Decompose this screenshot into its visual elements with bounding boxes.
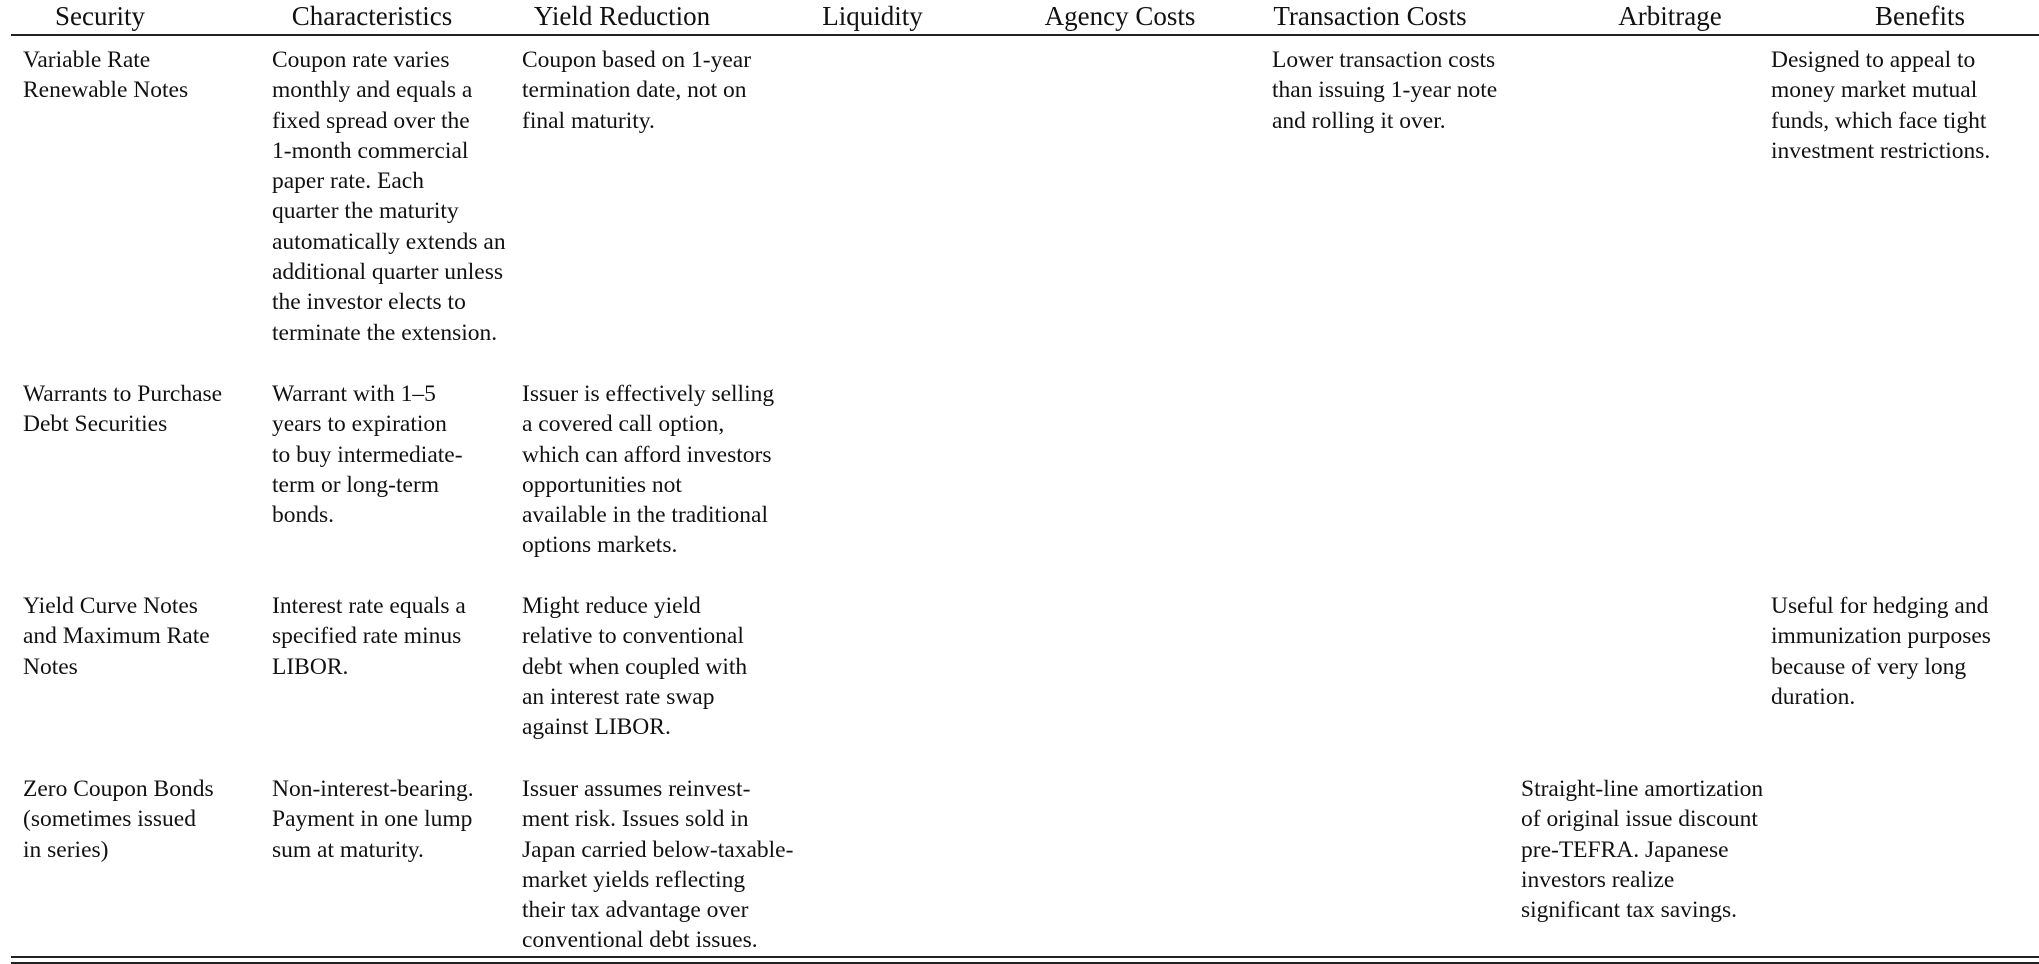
header-arbitrage: Arbitrage	[1618, 1, 1722, 31]
row-4-yield-reduction: Issuer assumes reinvest- ment risk. Issues sold in Japan carried below-taxable- market yields reflecting their tax advantage over conventional debt issues.	[522, 776, 794, 954]
bottom-rule	[11, 956, 2039, 958]
row-2-characteristics: Warrant with 1–5 years to expiration to buy intermediate- term or long-term bonds.	[272, 381, 463, 529]
row-4-characteristics: Non-interest-bearing. Payment in one lump sum at maturity.	[272, 776, 474, 863]
row-1-transaction-costs: Lower transaction costs than issuing 1-year note and rolling it over.	[1272, 47, 1498, 134]
header-transaction-costs: Transaction Costs	[1273, 1, 1467, 31]
row-2-security: Warrants to Purchase Debt Securities	[23, 381, 223, 438]
row-1-characteristics: Coupon rate varies monthly and equals a fixed spread over the 1-month commercial paper rate. Each quarter the maturity automatically extends an additional quarter unless the investor elects to terminate the extension.	[272, 47, 506, 346]
row-1-yield-reduction: Coupon based on 1-year termination date, not on final maturity.	[522, 47, 752, 134]
header-security: Security	[55, 1, 145, 31]
header-benefits: Benefits	[1875, 1, 1965, 31]
row-4-arbitrage: Straight-line amortization of original issue discount pre-TEFRA. Japanese investors realize significant tax savings.	[1521, 776, 1764, 924]
header-yield-reduction: Yield Reduction	[533, 1, 711, 31]
row-2-yield-reduction: Issuer is effectively selling a covered call option, which can afford investors opportunities not available in the traditional options markets.	[522, 381, 775, 559]
row-3-yield-reduction: Might reduce yield relative to conventional debt when coupled with an interest rate swap against LIBOR.	[522, 593, 748, 741]
header-rule	[11, 34, 2039, 36]
header-liquidity: Liquidity	[822, 1, 923, 31]
header-agency-costs: Agency Costs	[1044, 1, 1196, 31]
row-1-benefits: Designed to appeal to money market mutual funds, which face tight investment restrictions.	[1771, 47, 1991, 164]
row-4-security: Zero Coupon Bonds (sometimes issued in series)	[23, 776, 214, 863]
row-3-benefits: Useful for hedging and immunization purposes because of very long duration.	[1771, 593, 1991, 710]
row-3-characteristics: Interest rate equals a specified rate minus LIBOR.	[272, 593, 466, 680]
header-characteristics: Characteristics	[291, 1, 453, 31]
row-1-security: Variable Rate Renewable Notes	[23, 47, 189, 104]
row-3-security: Yield Curve Notes and Maximum Rate Notes	[23, 593, 210, 680]
